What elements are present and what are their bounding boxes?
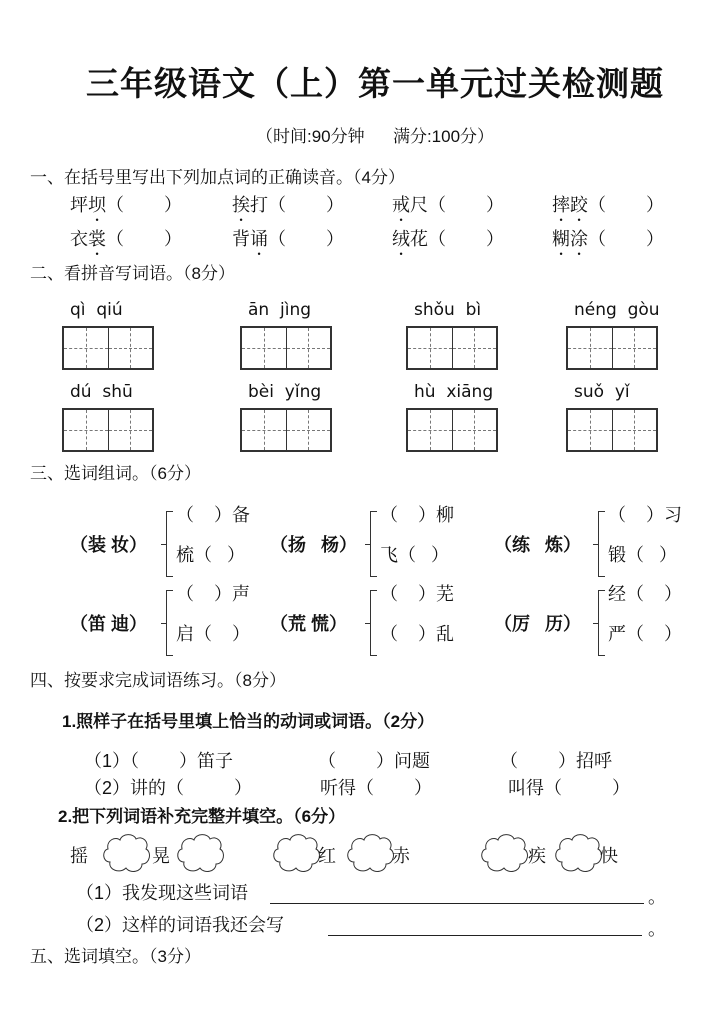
q41-r2-a: （2）讲的（ ） <box>84 778 253 798</box>
q41-r1-b: （ ）问题 <box>318 751 431 771</box>
answer-blank[interactable]: （ ） <box>588 195 665 215</box>
tianzi-grid[interactable] <box>62 408 154 452</box>
word-char: 绒 <box>392 229 410 249</box>
cloud-blank[interactable] <box>100 830 152 874</box>
answer-blank[interactable]: （ ） <box>428 229 505 249</box>
grid-cell[interactable] <box>64 328 109 368</box>
q41-r1-c: （ ）招呼 <box>500 751 613 771</box>
combo-top: （ ）柳 <box>380 505 455 525</box>
tianzi-grid[interactable] <box>566 326 658 370</box>
answer-blank[interactable]: （ ） <box>106 229 183 249</box>
section-1-heading: 一、在括号里写出下列加点词的正确读音。（4分） <box>30 168 405 187</box>
word-char: 摔 <box>552 195 570 215</box>
brace <box>166 590 173 656</box>
idiom-char: 晃 <box>152 846 170 866</box>
answer-blank[interactable]: （ ） <box>428 195 505 215</box>
reading-item <box>70 191 182 225</box>
cloud-blank[interactable] <box>174 830 226 874</box>
q41-r2-b: 听得（ ） <box>320 778 433 798</box>
grid-cell[interactable] <box>568 410 613 450</box>
word-char: 裳 <box>88 229 106 249</box>
word-choice: （笛 迪） <box>70 614 148 634</box>
pinyin-label: néng gòu <box>574 300 660 320</box>
fill-1-label: （1）我发现这些词语 <box>76 883 249 903</box>
word-char: 背 <box>232 229 250 249</box>
cloud-blank[interactable] <box>552 830 604 874</box>
brace <box>598 590 605 656</box>
grid-cell[interactable] <box>242 328 287 368</box>
tianzi-grid[interactable] <box>406 326 498 370</box>
combo-bottom: 锻（ ） <box>608 545 678 565</box>
answer-blank[interactable]: （ ） <box>268 195 345 215</box>
grid-cell[interactable] <box>408 328 453 368</box>
pinyin-label: dú shū <box>70 382 133 402</box>
combo-top: （ ）习 <box>608 505 683 525</box>
brace <box>370 590 377 656</box>
idiom-char: 摇 <box>70 846 88 866</box>
word-choice: （装 妆） <box>70 535 148 555</box>
fill-1-end: 。 <box>648 887 666 907</box>
combo-top: （ ）备 <box>176 505 251 525</box>
answer-blank[interactable]: （ ） <box>268 229 345 249</box>
combo-bottom: （ ）乱 <box>380 624 455 644</box>
fill-2-label: （2）这样的词语我还会写 <box>76 915 285 935</box>
pinyin-label: suǒ yǐ <box>574 382 630 402</box>
grid-cell[interactable] <box>408 410 453 450</box>
tianzi-grid[interactable] <box>406 408 498 452</box>
question-4-1: 1.照样子在括号里填上恰当的动词或词语。（2分） <box>62 712 435 731</box>
word-choice: （练 炼） <box>494 535 582 555</box>
reading-item <box>232 225 344 259</box>
section-2-heading: 二、看拼音写词语。（8分） <box>30 264 235 283</box>
reading-item <box>232 191 344 225</box>
word-char: 花 <box>410 229 428 249</box>
cloud-blank[interactable] <box>270 830 322 874</box>
brace <box>166 511 173 577</box>
combo-top: （ ）芜 <box>380 584 455 604</box>
word-char: 挨 <box>232 195 250 215</box>
answer-blank[interactable]: （ ） <box>106 195 183 215</box>
question-4-2: 2.把下列词语补充完整并填空。（6分） <box>58 807 346 826</box>
word-char: 坝 <box>88 195 106 215</box>
idiom-char: 疾 <box>528 846 546 866</box>
word-char: 尺 <box>410 195 428 215</box>
grid-cell[interactable] <box>64 410 109 450</box>
word-char: 跤 <box>570 195 588 215</box>
grid-cell[interactable] <box>109 410 153 450</box>
tianzi-grid[interactable] <box>240 408 332 452</box>
word-choice: （厉 历） <box>494 614 582 634</box>
brace <box>370 511 377 577</box>
cloud-blank[interactable] <box>478 830 530 874</box>
word-choice: （荒 慌） <box>270 614 348 634</box>
pinyin-label: shǒu bì <box>414 300 482 320</box>
word-char: 打 <box>250 195 268 215</box>
pinyin-label: qì qiú <box>70 300 123 320</box>
fill-1-line[interactable] <box>270 903 644 904</box>
section-5-heading: 五、选词填空。（3分） <box>30 947 201 966</box>
word-choice: （扬 杨） <box>270 535 358 555</box>
cloud-blank[interactable] <box>344 830 396 874</box>
pinyin-label: ān jìng <box>248 300 312 320</box>
tianzi-grid[interactable] <box>566 408 658 452</box>
combo-bottom: 飞（ ） <box>380 545 450 565</box>
grid-cell[interactable] <box>109 328 153 368</box>
answer-blank[interactable]: （ ） <box>588 229 665 249</box>
reading-item <box>392 191 504 225</box>
brace <box>598 511 605 577</box>
pinyin-label: hù xiāng <box>414 382 494 402</box>
word-char: 涂 <box>570 229 588 249</box>
word-char: 戒 <box>392 195 410 215</box>
fill-2-end: 。 <box>648 919 666 939</box>
grid-cell[interactable] <box>453 328 497 368</box>
idiom-char: 赤 <box>392 846 410 866</box>
idiom-char: 快 <box>600 846 618 866</box>
section-4-heading: 四、按要求完成词语练习。（8分） <box>30 671 286 690</box>
q41-r1-a: （1）（ ）笛子 <box>84 751 234 771</box>
tianzi-grid[interactable] <box>240 326 332 370</box>
grid-cell[interactable] <box>242 410 287 450</box>
tianzi-grid[interactable] <box>62 326 154 370</box>
grid-cell[interactable] <box>613 328 657 368</box>
grid-cell[interactable] <box>287 328 331 368</box>
combo-bottom: 梳（ ） <box>176 545 246 565</box>
combo-bottom: 严（ ） <box>608 624 683 644</box>
q41-r2-c: 叫得（ ） <box>508 778 631 798</box>
combo-top: （ ）声 <box>176 584 251 604</box>
word-char: 坪 <box>70 195 88 215</box>
reading-item <box>70 225 182 259</box>
word-char: 糊 <box>552 229 570 249</box>
grid-cell[interactable] <box>453 410 497 450</box>
word-char: 衣 <box>70 229 88 249</box>
grid-cell[interactable] <box>613 410 657 450</box>
exam-info: （时间:90分钟 满分:100分） <box>255 127 495 146</box>
idiom-char: 红 <box>318 846 336 866</box>
section-3-heading: 三、选词组词。（6分） <box>30 464 201 483</box>
page-title: 三年级语文（上）第一单元过关检测题 <box>86 65 664 102</box>
combo-bottom: 启（ ） <box>176 624 251 644</box>
reading-item <box>552 191 664 225</box>
pinyin-label: bèi yǐng <box>248 382 322 402</box>
grid-cell[interactable] <box>568 328 613 368</box>
fill-2-line[interactable] <box>328 935 642 936</box>
reading-item <box>392 225 504 259</box>
reading-item <box>552 225 664 259</box>
combo-top: 经（ ） <box>608 584 683 604</box>
grid-cell[interactable] <box>287 410 331 450</box>
word-char: 诵 <box>250 229 268 249</box>
